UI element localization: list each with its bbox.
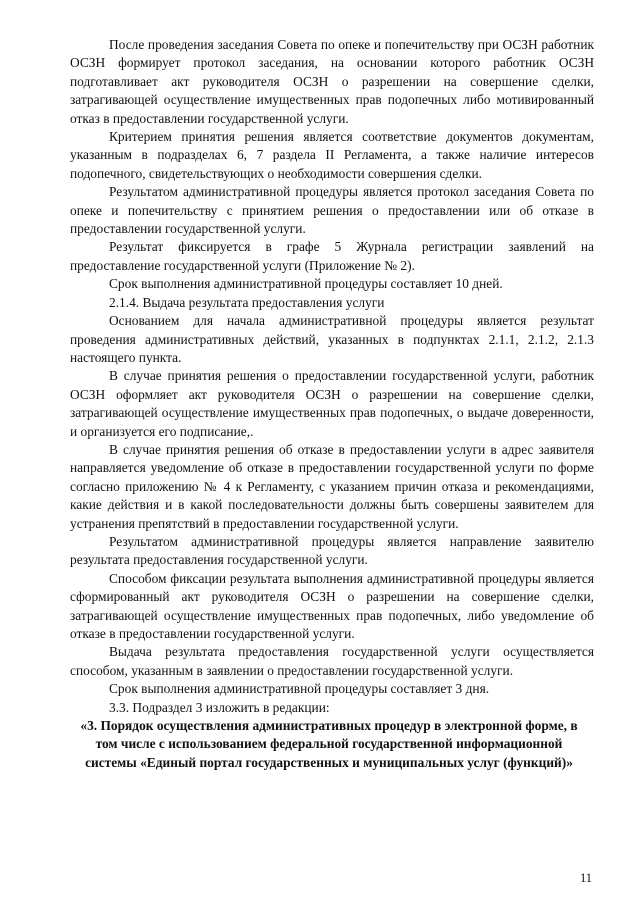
paragraph-procedure-result: Результатом административной процедуры является протокол заседания Совета по опеке и попечительству с принятием решения о предоставлении или об отказе в предоставлении государственной услуги. <box>70 184 594 237</box>
paragraph-subsection-3-3: 3.3. Подраздел 3 изложить в редакции: <box>109 699 330 715</box>
paragraph-refusal-decision: В случае принятия решения об отказе в предоставлении услуги в адрес заявителя направляется уведомление об отказе в предоставлении государственной услуги по форме согласно приложению № 4 к Регламенту, с указанием причин отказа и рекомендациями, какие действия и в какой последовательности должны быть совершены заявителем для устранения препятствий в предоставлении государственной услуги. <box>70 441 594 531</box>
paragraph-result-direction: Результатом административной процедуры является направление заявителю результата предоставления государственной услуги. <box>70 533 594 568</box>
page-number: 11 <box>579 871 592 885</box>
paragraph-subsection-2-1-4: 2.1.4. Выдача результата предоставления услуги <box>109 294 385 310</box>
document-body <box>70 36 594 772</box>
paragraph-term-3-days: Срок выполнения административной процедуры составляет 3 дня. <box>109 681 490 697</box>
section-heading: «3. Порядок осуществления административных процедур в электронной форме, в том числе с использованием федеральной государственной информационной системы «Единый портал государственных и муниципальных услуг (функций)» <box>80 718 578 770</box>
paragraph-decision-criterion: Критерием принятия решения является соответствие документов документам, указанным в подразделах 6, 7 раздела II Регламента, а также наличие интересов подопечного, свидетельствующих о необходимости совершения сделки. <box>70 129 594 181</box>
paragraph-basis-for-start: Основанием для начала административной процедуры является результат проведения административных действий, указанных в подпунктах 2.1.1, 2.1.2, 2.1.3 настоящего пункта. <box>70 313 594 365</box>
paragraph-term-10-days: Срок выполнения административной процедуры составляет 10 дней. <box>109 276 503 292</box>
paragraph-council-protocol: После проведения заседания Совета по опеке и попечительству при ОСЗН работник ОСЗН формирует протокол заседания, на основании которого работник ОСЗН подготавливает акт руководителя ОСЗН о разрешении на совершение сделки, затрагивающей осуществление имущественных прав подопечных либо мотивированный отказ в предоставлении государственной услуги. <box>70 37 594 126</box>
paragraph-journal-record: Результат фиксируется в графе 5 Журнала регистрации заявлений на предоставление государственной услуги (Приложение № 2). <box>70 239 594 273</box>
paragraph-delivery-method: Выдача результата предоставления государственной услуги осуществляется способом, указанным в заявлении о предоставлении государственной услуги. <box>70 644 594 678</box>
paragraph-fixation-method: Способом фиксации результата выполнения административной процедуры является сформированный акт руководителя ОСЗН о разрешении на совершение сделки, затрагивающей осуществление имущественных прав подопечных, либо уведомление об отказе в предоставлении государственной услуги. <box>70 570 594 641</box>
paragraph-positive-decision: В случае принятия решения о предоставлении государственной услуги, работник ОСЗН оформляет акт руководителя ОСЗН о разрешении на совершение сделки, затрагивающей осуществление имущественных прав подопечных, о выдаче доверенности, и организуется его подписание,. <box>70 368 594 439</box>
